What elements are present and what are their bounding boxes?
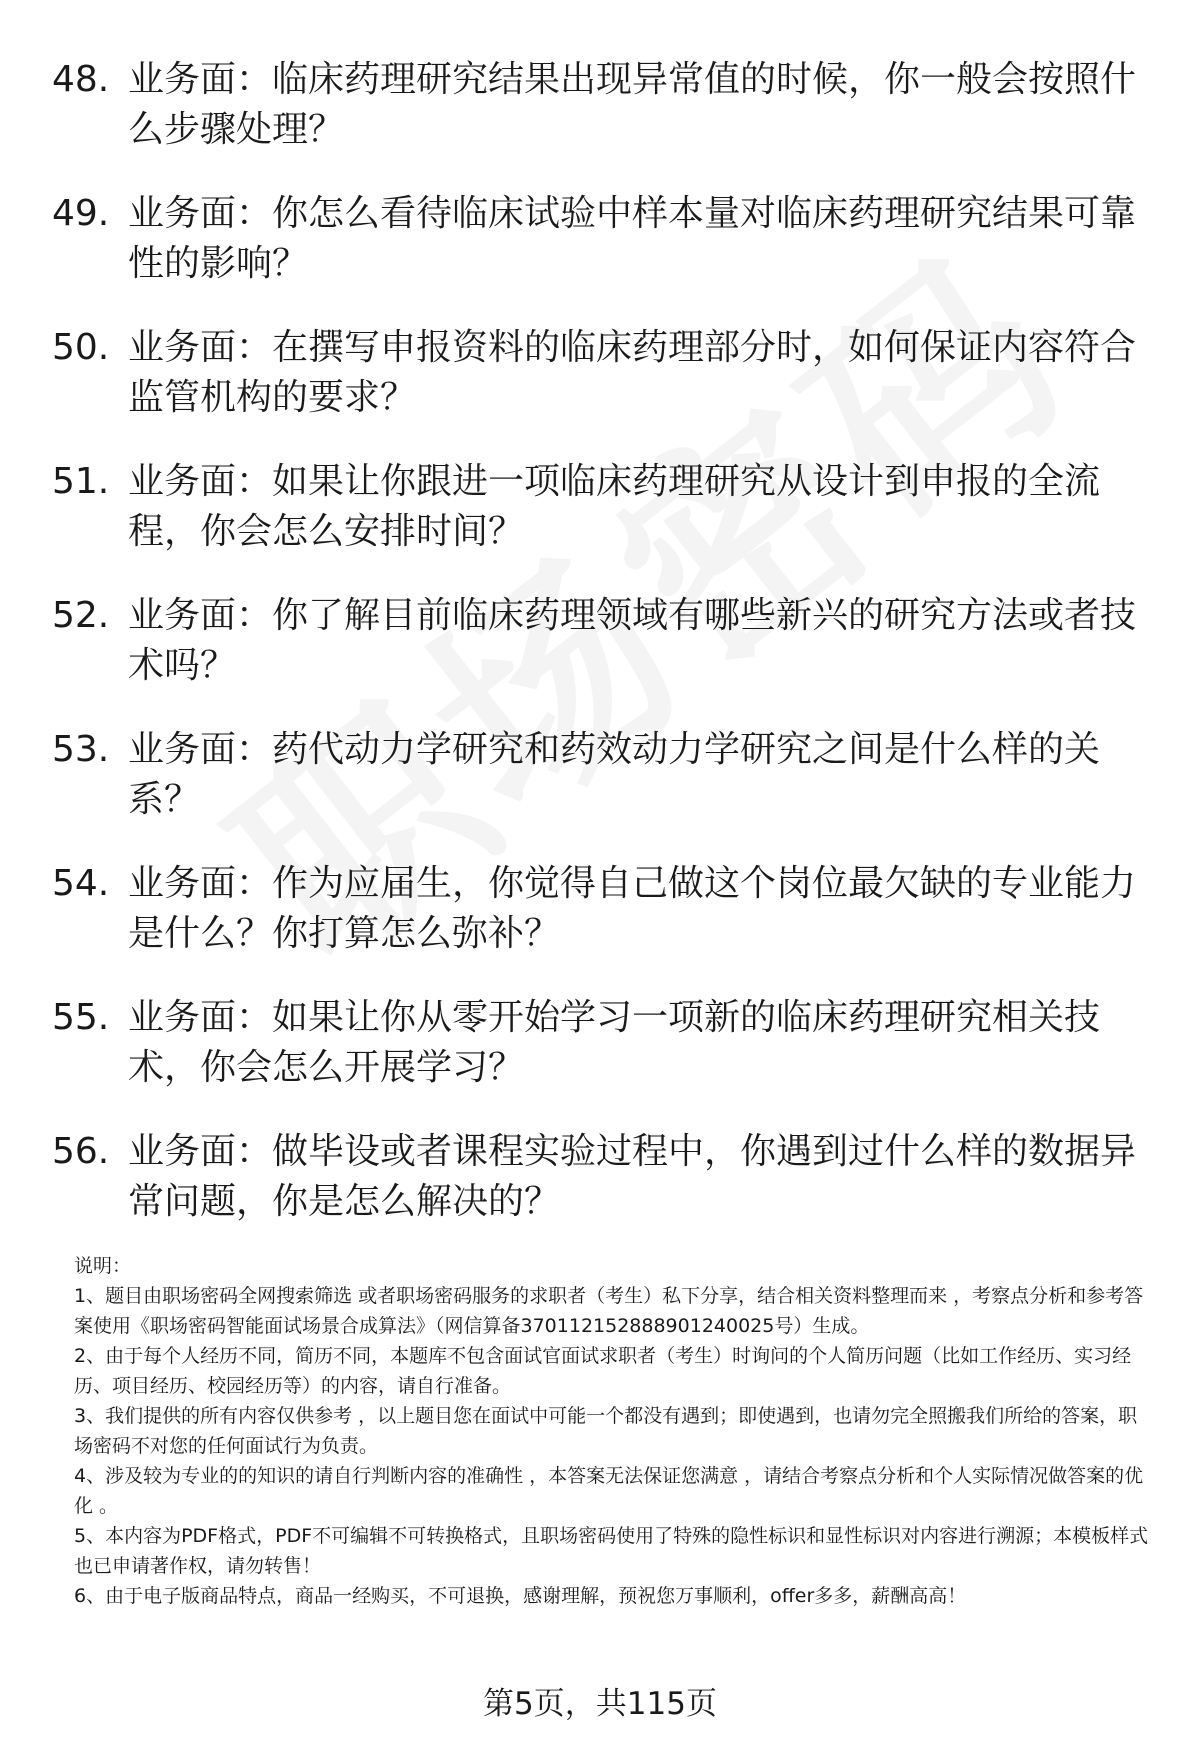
question-number: 56. (52, 1131, 110, 1172)
question-item (52, 859, 1152, 959)
question-item (52, 323, 1152, 423)
question-text: 业务面：在撰写申报资料的临床药理部分时，如何保证内容符合监管机构的要求？ (128, 327, 1137, 418)
question-number: 50. (52, 327, 110, 368)
question-text: 业务面：药代动力学研究和药效动力学研究之间是什么样的关系？ (128, 729, 1101, 820)
note-item: 3、我们提供的所有内容仅供参考 ，以上题目您在面试中可能一个都没有遇到；即使遇到，也请勿完全照搬我们所给的答案，职场密码不对您的任何面试行为负责。 (74, 1405, 1138, 1457)
note-item: 1、题目由职场密码全网搜索筛选 或者职场密码服务的求职者（考生）私下分享，结合相关资料整理而来 ，考察点分析和参考答案使用《职场密码智能面试场景合成算法》（网信算备370112152888901240025号）生成。 (74, 1285, 1144, 1337)
question-item (52, 591, 1152, 691)
question-item (52, 189, 1152, 289)
note-item: 6、由于电子版商品特点，商品一经购买，不可退换，感谢理解，预祝您万事顺利，offer多多，薪酬高高！ (74, 1585, 967, 1607)
question-text: 业务面：你怎么看待临床试验中样本量对临床药理研究结果可靠性的影响？ (128, 193, 1137, 284)
question-text: 业务面：作为应届生，你觉得自己做这个岗位最欠缺的专业能力是什么？你打算怎么弥补？ (128, 863, 1137, 954)
question-number: 53. (52, 729, 110, 770)
question-number: 55. (52, 997, 110, 1038)
question-text: 业务面：你了解目前临床药理领域有哪些新兴的研究方法或者技术吗？ (128, 595, 1137, 686)
note-item: 2、由于每个人经历不同，简历不同，本题库不包含面试官面试求职者（考生）时询问的个人简历问题（比如工作经历、实习经历、项目经历、校园经历等）的内容，请自行准备。 (74, 1345, 1132, 1397)
note-item: 4、涉及较为专业的的知识的请自行判断内容的准确性 ，本答案无法保证您满意 ，请结合考察点分析和个人实际情况做答案的优化 。 (74, 1465, 1144, 1517)
notes-title: 说明： (74, 1255, 132, 1277)
question-number: 51. (52, 461, 110, 502)
page-number: 第5页，共115页 (483, 1686, 717, 1722)
question-text: 业务面：如果让你跟进一项临床药理研究从设计到申报的全流程，你会怎么安排时间？ (128, 461, 1101, 552)
note-item: 5、本内容为PDF格式，PDF不可编辑不可转换格式，且职场密码使用了特殊的隐性标识和显性标识对内容进行溯源；本模板样式也已申请著作权，请勿转售！ (74, 1525, 1149, 1577)
question-number: 48. (52, 59, 110, 100)
question-text: 业务面：做毕设或者课程实验过程中，你遇到过什么样的数据异常问题，你是怎么解决的？ (128, 1131, 1137, 1222)
question-item (52, 993, 1152, 1093)
question-item (52, 1127, 1152, 1227)
question-item (52, 725, 1152, 825)
question-item (52, 457, 1152, 557)
question-text: 业务面：临床药理研究结果出现异常值的时候，你一般会按照什么步骤处理？ (128, 59, 1137, 150)
question-item (52, 55, 1152, 155)
question-number: 52. (52, 595, 110, 636)
question-number: 49. (52, 193, 110, 234)
disclaimer-notes (74, 1251, 1154, 1611)
question-list (52, 55, 1152, 1261)
question-number: 54. (52, 863, 110, 904)
question-text: 业务面：如果让你从零开始学习一项新的临床药理研究相关技术，你会怎么开展学习？ (128, 997, 1101, 1088)
